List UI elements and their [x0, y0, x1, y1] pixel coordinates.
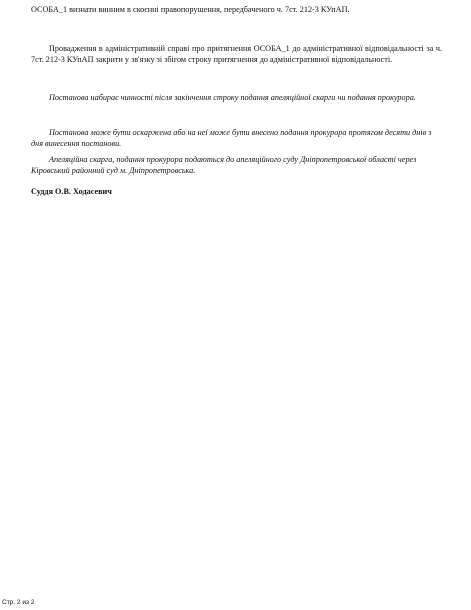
paragraph-verdict: ОСОБА_1 визнати винним в скоєнні правопорушення, передбаченого ч. 7ст. 212-3 КУпАП.	[31, 5, 350, 14]
paragraph-case-closed: Провадження в адміністративній справі про притягнення ОСОБА_1 до адміністративної відповідальності за ч. 7ст. 212-3 КУпАП закрити у зв'язку зі збігом строку притягнення до адміністративної відповідальності.	[31, 44, 442, 64]
paragraph-effective-date: Постанова набирає чинності після закінчення строку подання апеляційної скарги чи подання прокурора.	[49, 93, 416, 102]
page-number: Стр. 2 из 2	[2, 599, 35, 606]
paragraph-appeal-term: Постанова може бути оскаржена або на неї може бути внесено подання прокурора протягом десяти днів з дня винесення постанови.	[31, 128, 432, 148]
paragraph-appeal-court: Апеляційна скарга, подання прокурора подаються до апеляційного суду Дніпропетровської області через Кіровський районний суд м. Дніпропетровська.	[31, 155, 417, 175]
judge-signature: Суддя О.В. Ходасевич	[31, 187, 112, 196]
